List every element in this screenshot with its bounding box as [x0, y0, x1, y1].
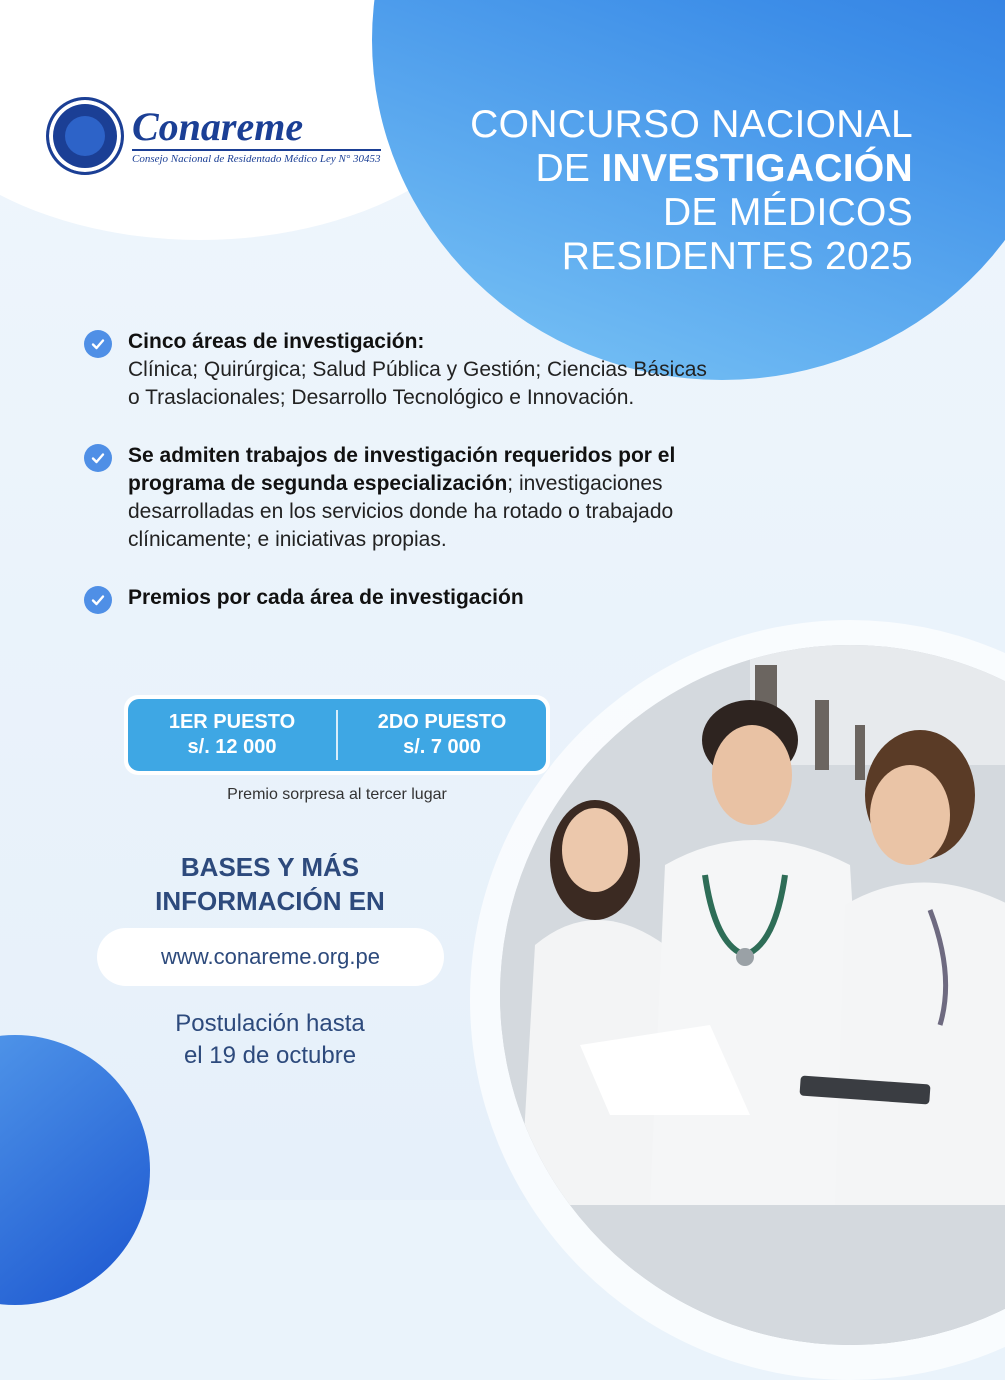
list-item-body: Clínica; Quirúrgica; Salud Pública y Gestión; Ciencias Básicas o Traslacionales; Desarrollo Tecnológico e Innovación.	[128, 358, 707, 409]
title-line-2-prefix: DE	[535, 147, 602, 190]
title-line-1: CONCURSO NACIONAL	[470, 103, 913, 146]
deadline-line-1: Postulación hasta	[175, 1010, 365, 1037]
list-item	[84, 328, 724, 412]
seal-center	[65, 116, 105, 156]
list-item-text	[128, 584, 524, 614]
check-circle-icon	[84, 586, 112, 614]
logo-name: Conareme	[132, 104, 304, 149]
list-item-body: ; investigaciones desarrolladas en los servicios donde ha rotado o trabajado clínicamente; e iniciativas propias.	[128, 472, 674, 551]
bases-heading	[96, 850, 444, 918]
deadline-line-2: el 19 de octubre	[183, 1042, 357, 1069]
bases-line-1: BASES Y MÁS	[180, 852, 360, 882]
bases-line-2: INFORMACIÓN EN	[155, 886, 385, 916]
check-circle-icon	[84, 444, 112, 472]
prize-label: 2DO PUESTO	[377, 711, 507, 733]
title-line-2	[470, 147, 913, 191]
conareme-seal-icon	[46, 97, 124, 175]
title-line-4: RESIDENTES 2025	[561, 235, 913, 278]
prize-second	[338, 710, 546, 760]
conareme-logo	[46, 97, 381, 175]
deadline-text	[96, 1008, 444, 1072]
list-item-text	[128, 328, 724, 412]
list-item	[84, 584, 724, 614]
list-item	[84, 442, 724, 554]
check-circle-icon	[84, 330, 112, 358]
logo-subtitle: Consejo Nacional de Residentado Médico Ley N° 30453	[132, 149, 381, 165]
title-line-3: DE MÉDICOS	[662, 191, 913, 234]
prize-divider	[336, 710, 338, 760]
prizes-box	[124, 695, 550, 775]
info-list	[84, 328, 724, 644]
list-item-heading: Cinco áreas de investigación:	[128, 330, 425, 353]
prize-amount: s/. 7 000	[403, 736, 481, 758]
prize-first	[128, 710, 336, 760]
surprise-prize-note: Premio sorpresa al tercer lugar	[227, 786, 447, 803]
page-title	[470, 103, 913, 279]
prize-label: 1ER PUESTO	[168, 711, 296, 733]
list-item-heading: Premios por cada área de investigación	[128, 586, 524, 609]
list-item-text	[128, 442, 724, 554]
list-item-heading: Se admiten trabajos de investigación requeridos por el programa de segunda especialización	[128, 444, 676, 495]
title-line-2-bold: INVESTIGACIÓN	[601, 147, 913, 190]
website-link[interactable]: www.conareme.org.pe	[97, 928, 444, 986]
prize-amount: s/. 12 000	[187, 736, 277, 758]
